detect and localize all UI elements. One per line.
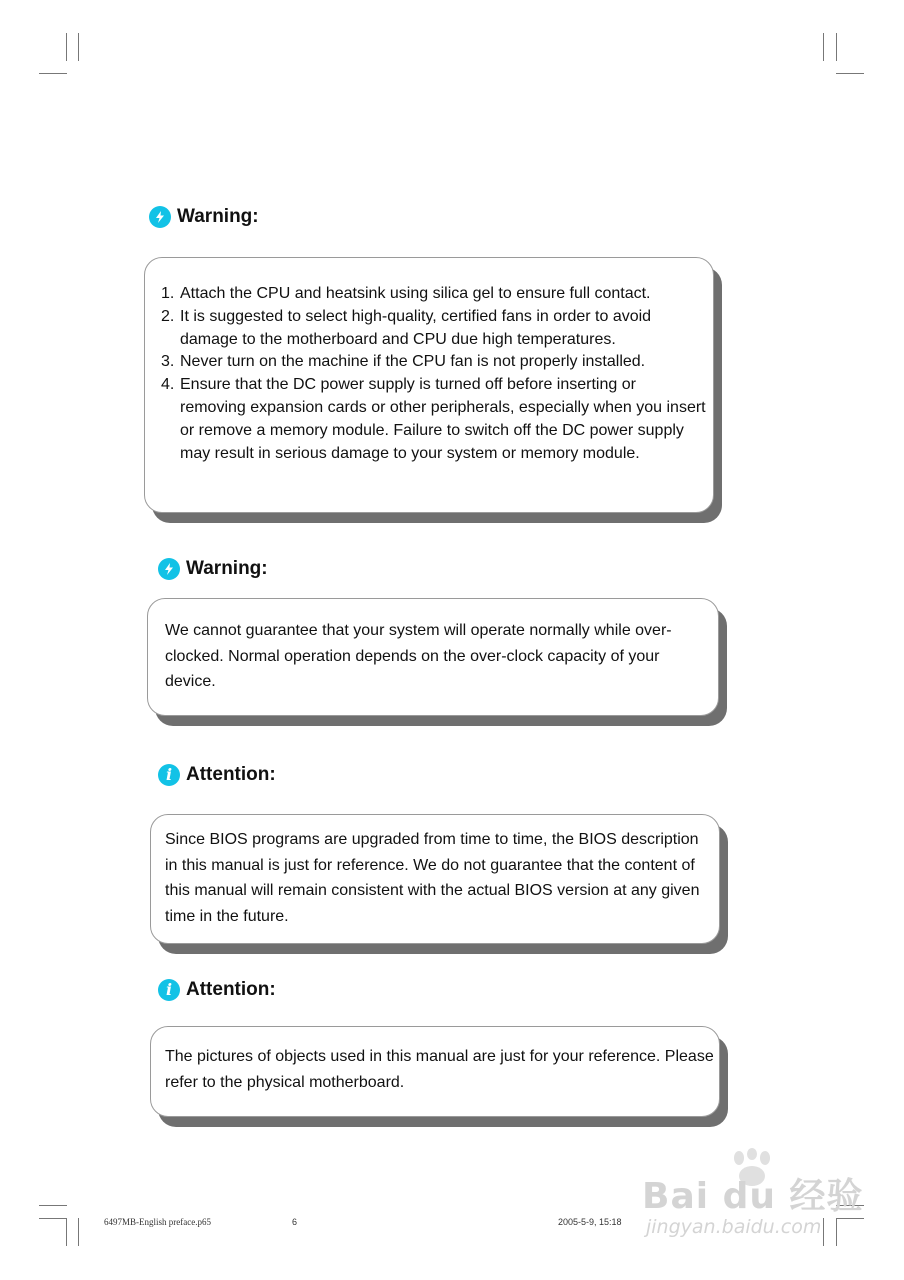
watermark-brand: Bai du 经验	[642, 1176, 864, 1217]
warning-label: Warning:	[177, 206, 259, 227]
warning-heading-1	[149, 206, 259, 228]
warning-heading-2	[158, 558, 268, 580]
crop-mark	[39, 1205, 67, 1206]
crop-mark	[836, 1218, 837, 1246]
info-icon: i	[158, 764, 180, 786]
footer-filename: 6497MB-English preface.p65	[104, 1217, 211, 1227]
crop-mark	[39, 73, 67, 74]
crop-mark	[66, 1218, 67, 1246]
warning-box-2	[147, 598, 719, 716]
attention-text: The pictures of objects used in this manual are just for your reference. Please refer to the physical motherboard.	[165, 1048, 714, 1091]
crop-mark	[823, 1218, 824, 1246]
attention-label: Attention:	[186, 764, 276, 785]
attention-box-1	[150, 814, 720, 944]
crop-mark	[66, 33, 67, 61]
crop-mark	[39, 1218, 67, 1219]
attention-heading-2	[158, 979, 276, 1001]
attention-heading-1	[158, 764, 276, 786]
lightning-icon	[158, 558, 180, 580]
footer-datetime: 2005-5-9, 15:18	[558, 1217, 622, 1227]
info-icon: i	[158, 979, 180, 1001]
warning-list	[161, 283, 706, 465]
warning-box-1	[144, 257, 714, 513]
crop-mark	[78, 1218, 79, 1246]
watermark-url: jingyan.baidu.com	[646, 1216, 822, 1238]
list-item: 3. Never turn on the machine if the CPU fan is not properly installed.	[161, 353, 646, 371]
crop-mark	[78, 33, 79, 61]
lightning-icon	[149, 206, 171, 228]
warning-label: Warning:	[186, 558, 268, 579]
list-item: 2. It is suggested to select high-quality, certified fans in order to avoid damage to the motherboard and CPU due high temperatures.	[161, 307, 652, 348]
crop-mark	[836, 33, 837, 61]
list-item: 4. Ensure that the DC power supply is turned off before inserting or removing expansion cards or other peripherals, especially when you insert or remove a memory module. Failure to switch off the DC power supply may result in serious damage to your system or memory module.	[161, 376, 706, 462]
list-item: 1. Attach the CPU and heatsink using silica gel to ensure full contact.	[161, 285, 651, 302]
footer-page-number: 6	[292, 1217, 298, 1227]
warning-text: We cannot guarantee that your system will operate normally while over-clocked. Normal operation depends on the over-clock capacity of your device.	[165, 622, 672, 690]
attention-text: Since BIOS programs are upgraded from time to time, the BIOS description in this manual is just for reference. We do not guarantee that the content of this manual will remain consistent with the actual BIOS version at any given time in the future.	[165, 831, 700, 925]
attention-label: Attention:	[186, 979, 276, 1000]
attention-box-2	[150, 1026, 720, 1117]
crop-mark	[823, 33, 824, 61]
crop-mark	[836, 73, 864, 74]
